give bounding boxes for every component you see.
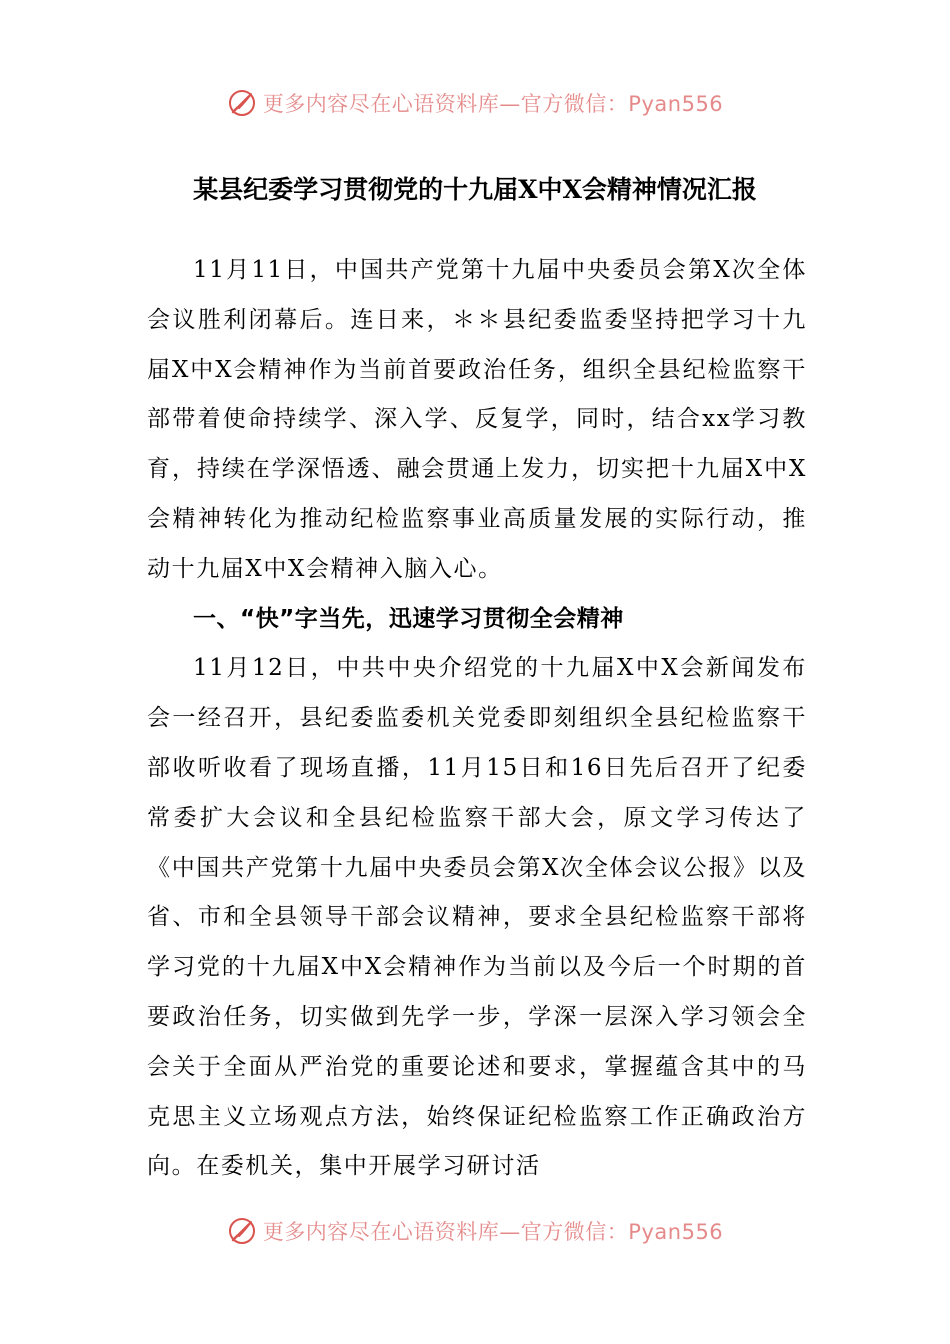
watermark-bottom [0, 1211, 950, 1251]
section-heading-1: 一、“快”字当先，迅速学习贯彻全会精神 [193, 605, 624, 632]
document-title: 某县纪委学习贯彻党的十九届X中X会精神情况汇报 [193, 175, 757, 204]
watermark-top [0, 83, 950, 123]
watermark-text: 更多内容尽在心语资料库—官方微信：Pyan556 [262, 92, 724, 116]
watermark-text: 更多内容尽在心语资料库—官方微信：Pyan556 [262, 1220, 724, 1244]
quill-logo-icon [227, 1216, 257, 1246]
paragraph-section-1: 11月12日，中共中央介绍党的十九届X中X会新闻发布会一经召开，县纪委监委机关党委即刻组织全县纪检监察干部收听收看了现场直播，11月15日和16日先后召开了纪委常委扩大会议和全县纪检监察干部大会，原文学习传达了《中国共产党第十九届中央委员会第X次全体会议公报》以及省、市和全县领导干部会议精神，要求全县纪检监察干部将学习党的十九届X中X会精神作为当前以及今后一个时期的首要政治任务，切实做到先学一步，学深一层深入学习领会全会关于全面从严治党的重要论述和要求，掌握蕴含其中的马克思主义立场观点方法，始终保证纪检监察工作正确政治方向。在委机关，集中开展学习研讨活 [147, 655, 807, 1180]
document-body [147, 246, 807, 1192]
paragraph-intro: 11月11日，中国共产党第十九届中央委员会第X次全体会议胜利闭幕后。连日来，＊＊县纪委监委坚持把学习十九届X中X会精神作为当前首要政治任务，组织全县纪检监察干部带着使命持续学、深入学、反复学，同时，结合xx学习教育，持续在学深悟透、融会贯通上发力，切实把十九届X中X会精神转化为推动纪检监察事业高质量发展的实际行动，推动十九届X中X会精神入脑入心。 [147, 257, 807, 582]
quill-logo-icon [227, 88, 257, 118]
